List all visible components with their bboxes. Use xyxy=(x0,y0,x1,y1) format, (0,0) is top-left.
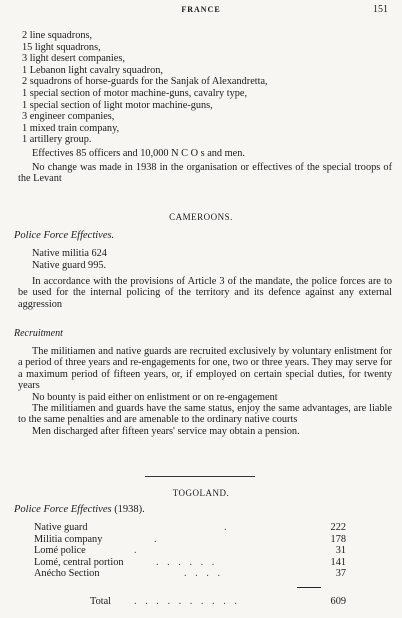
table-row xyxy=(34,557,364,569)
effectives-line: Effectives 85 officers and 10,000 N C O s and men. xyxy=(32,148,245,159)
list-item: 1 special section of light motor machine-guns, xyxy=(22,99,213,111)
table-row xyxy=(34,522,364,534)
table-row xyxy=(34,568,364,580)
cameroons-line: Native militia 624 xyxy=(32,248,107,259)
cameroons-line: Native guard 995. xyxy=(32,260,107,271)
total-value: 609 xyxy=(330,596,346,607)
togoland-subheading-wrap xyxy=(14,504,145,515)
section-divider xyxy=(145,476,255,477)
list-item: 1 artillery group. xyxy=(22,134,92,146)
row-label: Militia company xyxy=(34,533,103,545)
row-value: 37 xyxy=(335,568,346,580)
list-item: 3 light desert companies, xyxy=(22,53,125,65)
recruitment-text xyxy=(18,346,392,437)
cameroons-figures xyxy=(32,248,107,272)
recruitment-paragraph: The militiamen and guards have the same status, enjoy the same advantages, are liable to the same penalties and are amenable to the ordinary native courts xyxy=(18,403,392,426)
units-list xyxy=(22,30,268,146)
togoland-subheading: Police Force Effectives xyxy=(14,504,112,515)
row-label: Native guard xyxy=(34,522,88,533)
running-header xyxy=(0,5,402,19)
page-number: 151 xyxy=(373,4,388,15)
recruitment-heading: Recruitment xyxy=(14,328,63,339)
row-value: 31 xyxy=(335,545,346,557)
recruitment-paragraph: No bounty is paid either on enlistment or on re-engagement xyxy=(32,391,278,403)
row-leader: . . . . . . xyxy=(156,556,218,568)
row-label: Anécho Section xyxy=(34,568,100,580)
cameroons-paragraph: In accordance with the provisions of Article 3 of the mandate, the police forces are to be used for the internal policing of the territory and its defence against any external aggression xyxy=(18,276,392,310)
total-row xyxy=(34,596,364,608)
cameroons-heading: CAMEROONS. xyxy=(169,212,233,222)
list-item: 1 Lebanon light cavalry squadron, xyxy=(22,64,163,76)
recruitment-paragraph: Men discharged after fifteen years' service may obtain a pension. xyxy=(32,425,300,437)
row-leader: . xyxy=(134,545,140,557)
header-title: FRANCE xyxy=(181,5,221,14)
recruitment-paragraph: The militiamen and native guards are recruited exclusively by voluntary enlistment for a period of three years and re-engagements for one, two or three years. They may serve for a maximum period of fifteen years, or, if employed on certain special duties, for twenty years xyxy=(18,346,392,392)
list-item: 15 light squadrons, xyxy=(22,41,101,53)
total-label: Total xyxy=(90,596,112,607)
row-label: Lomé, central portion xyxy=(34,556,124,568)
togoland-table xyxy=(34,522,364,580)
cameroons-subheading: Police Force Effectives. xyxy=(14,230,115,241)
list-item: 1 special section of motor machine-guns, cavalry type, xyxy=(22,87,248,99)
table-row xyxy=(34,545,364,557)
list-item: 1 mixed train company, xyxy=(22,122,120,134)
sum-rule xyxy=(297,587,321,588)
list-item: 2 squadrons of horse-guards for the Sanjak of Alexandretta, xyxy=(22,76,268,88)
list-item: 3 engineer companies, xyxy=(22,111,115,123)
togoland-subheading-year: (1938). xyxy=(111,504,145,515)
row-value: 141 xyxy=(330,556,346,568)
table-row xyxy=(34,534,364,546)
row-leader: . . . . xyxy=(184,568,224,580)
row-value: 178 xyxy=(330,533,346,545)
row-leader: . xyxy=(154,533,160,545)
total-leader: . . . . . . . . . . xyxy=(134,596,240,607)
row-leader: . xyxy=(224,522,230,533)
row-value: 222 xyxy=(330,522,346,533)
togoland-heading: TOGOLAND. xyxy=(172,488,230,498)
no-change-paragraph: No change was made in 1938 in the organisation or effectives of the special troops of the Levant xyxy=(18,162,392,185)
list-item: 2 line squadrons, xyxy=(22,30,93,41)
row-label: Lomé police xyxy=(34,545,86,557)
